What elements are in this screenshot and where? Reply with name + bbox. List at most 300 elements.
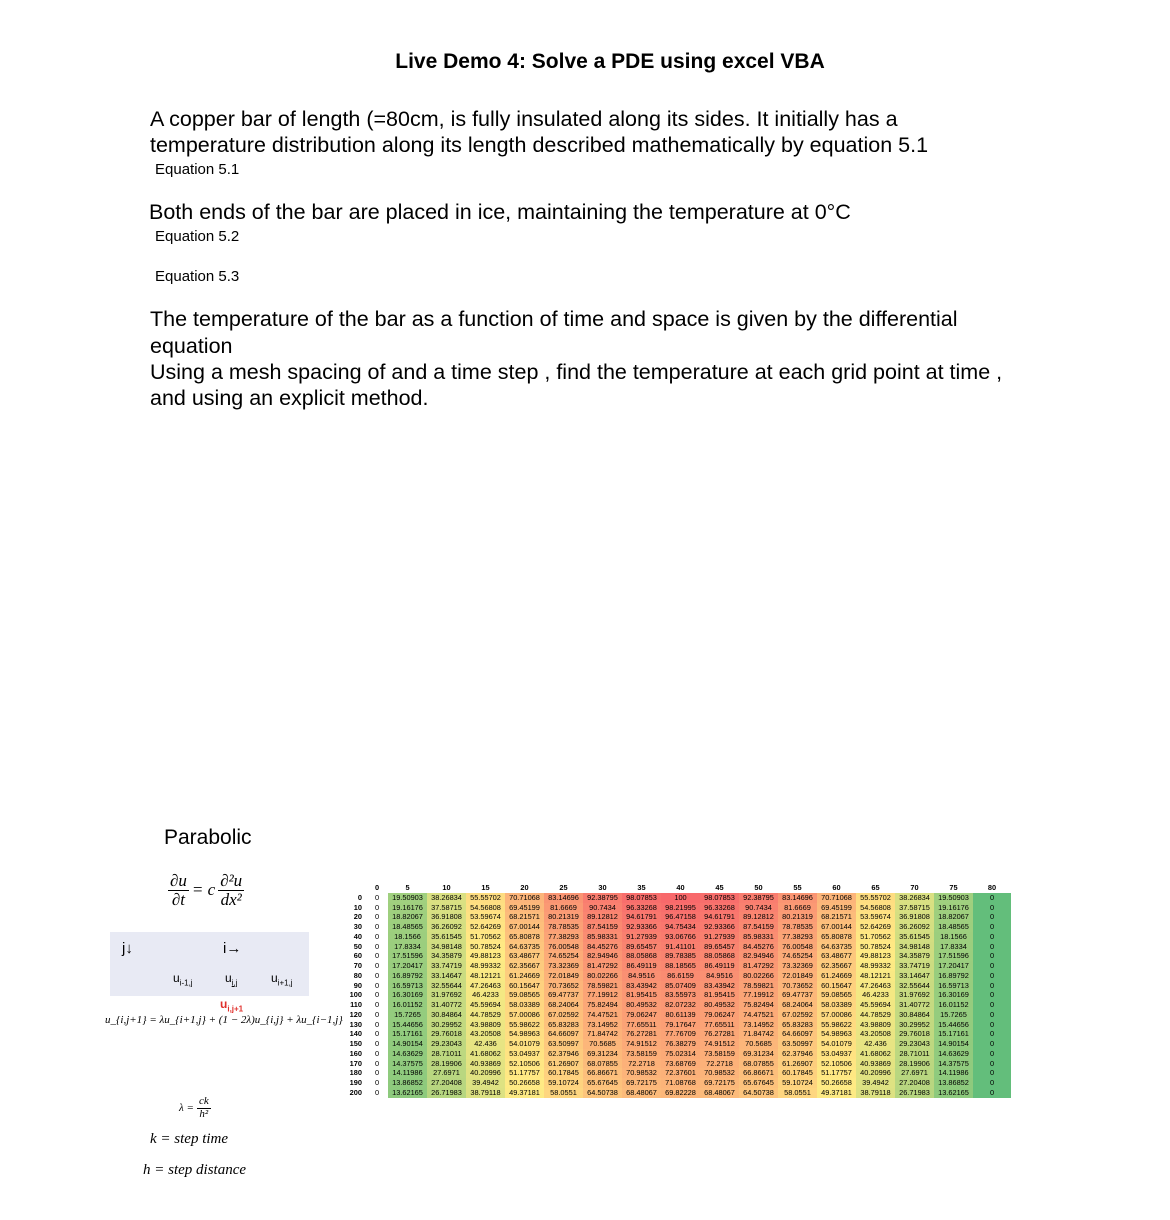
grid-cell: 69.72175 <box>700 1078 739 1088</box>
grid-cell: 61.24669 <box>505 971 544 981</box>
grid-cell: 44.78529 <box>856 1010 895 1020</box>
grid-cell: 0 <box>366 1020 388 1030</box>
grid-cell: 19.16176 <box>388 903 427 913</box>
grid-cell: 66.86671 <box>583 1068 622 1078</box>
row-header: 120 <box>349 1009 362 1019</box>
grid-cell: 0 <box>366 1078 388 1088</box>
grid-cell: 0 <box>366 1088 388 1098</box>
grid-cell: 0 <box>973 903 1011 913</box>
grid-cell: 0 <box>973 971 1011 981</box>
grid-cell: 29.76018 <box>895 1029 934 1039</box>
grid-cell: 90.7434 <box>739 903 778 913</box>
grid-cell: 15.7265 <box>388 1010 427 1020</box>
stencil-u-next: $u_{i,j+1}$ <box>220 997 244 1014</box>
grid-cell: 19.16176 <box>934 903 973 913</box>
grid-cell: 0 <box>366 1000 388 1010</box>
grid-cell: 64.66097 <box>778 1029 817 1039</box>
grid-cell: 37.58715 <box>427 903 466 913</box>
grid-cell: 49.37181 <box>505 1088 544 1098</box>
grid-cell: 14.37575 <box>934 1059 973 1069</box>
grid-cell: 60.15647 <box>505 981 544 991</box>
grid-cell: 0 <box>973 981 1011 991</box>
grid-cell: 80.49532 <box>700 1000 739 1010</box>
grid-cell: 29.76018 <box>427 1029 466 1039</box>
stencil-u-right: $u_{i+1,j}$ <box>271 971 293 988</box>
row-header: 0 <box>357 892 362 902</box>
grid-cell: 60.15647 <box>817 981 856 991</box>
column-header: 0 <box>374 883 380 892</box>
grid-cell: 40.20996 <box>466 1068 505 1078</box>
grid-cell: 43.20508 <box>856 1029 895 1039</box>
grid-cell: 72.01849 <box>544 971 583 981</box>
grid-cell: 0 <box>366 922 388 932</box>
grid-cell: 17.20417 <box>388 961 427 971</box>
grid-cell: 72.2718 <box>700 1059 739 1069</box>
grid-cell: 28.19906 <box>895 1059 934 1069</box>
grid-cell: 50.78524 <box>856 942 895 952</box>
grid-cell: 68.24064 <box>544 1000 583 1010</box>
grid-cell: 55.55702 <box>856 893 895 903</box>
grid-cell: 62.35667 <box>817 961 856 971</box>
grid-cell: 18.82067 <box>934 912 973 922</box>
grid-cell: 50.26658 <box>817 1078 856 1088</box>
stencil-u-center: $u_{i,j}$ <box>225 971 238 988</box>
grid-cell: 19.50903 <box>388 893 427 903</box>
grid-cell: 78.59821 <box>739 981 778 991</box>
grid-cell: 100 <box>661 893 700 903</box>
table-row <box>326 1000 1011 1010</box>
grid-cell: 49.88123 <box>466 951 505 961</box>
grid-cell: 87.54159 <box>739 922 778 932</box>
grid-cell: 53.59674 <box>856 912 895 922</box>
grid-cell: 19.50903 <box>934 893 973 903</box>
grid-cell: 92.93366 <box>622 922 661 932</box>
grid-cell: 75.82494 <box>583 1000 622 1010</box>
grid-cell: 30.84864 <box>895 1010 934 1020</box>
row-header: 90 <box>353 980 362 990</box>
grid-cell: 34.35879 <box>427 951 466 961</box>
grid-cell: 70.98532 <box>700 1068 739 1078</box>
grid-cell: 74.65254 <box>778 951 817 961</box>
grid-cell: 58.03389 <box>505 1000 544 1010</box>
grid-cell: 46.4233 <box>466 990 505 1000</box>
grid-cell: 65.67645 <box>583 1078 622 1088</box>
row-header: 40 <box>353 931 362 941</box>
grid-cell: 0 <box>973 1010 1011 1020</box>
row-header: 70 <box>353 961 362 970</box>
grid-cell: 27.20408 <box>427 1078 466 1088</box>
grid-cell: 14.11986 <box>934 1068 973 1078</box>
column-header: 40 <box>676 883 685 892</box>
grid-cell: 16.01152 <box>934 1000 973 1010</box>
grid-cell: 74.91512 <box>700 1039 739 1049</box>
table-row <box>326 971 1011 981</box>
grid-cell: 32.55644 <box>895 981 934 991</box>
grid-cell: 39.4942 <box>856 1078 895 1088</box>
grid-cell: 0 <box>973 942 1011 952</box>
row-header: 80 <box>353 970 362 980</box>
grid-cell: 16.89792 <box>934 971 973 981</box>
grid-cell: 0 <box>366 981 388 991</box>
grid-cell: 0 <box>973 1049 1011 1059</box>
row-header: 140 <box>349 1029 362 1039</box>
grid-cell: 85.07409 <box>661 981 700 991</box>
table-row <box>326 932 1011 942</box>
grid-cell: 52.10506 <box>505 1059 544 1069</box>
row-header: 130 <box>349 1019 362 1029</box>
grid-cell: 47.26463 <box>856 981 895 991</box>
grid-cell: 74.91512 <box>622 1039 661 1049</box>
table-row <box>326 922 1011 932</box>
grid-cell: 0 <box>973 1068 1011 1078</box>
grid-cell: 0 <box>366 893 388 903</box>
grid-cell: 80.02266 <box>739 971 778 981</box>
grid-cell: 83.55973 <box>661 990 700 1000</box>
grid-cell: 38.26834 <box>895 893 934 903</box>
grid-cell: 59.08565 <box>505 990 544 1000</box>
grid-cell: 0 <box>366 990 388 1000</box>
grid-cell: 35.61545 <box>895 932 934 942</box>
grid-cell: 27.20408 <box>895 1078 934 1088</box>
table-row <box>326 1078 1011 1088</box>
grid-header-row <box>326 883 1011 893</box>
grid-cell: 89.12812 <box>739 912 778 922</box>
grid-cell: 81.47292 <box>583 961 622 971</box>
grid-cell: 83.43942 <box>622 981 661 991</box>
grid-cell: 70.71068 <box>817 893 856 903</box>
grid-cell: 84.45276 <box>739 942 778 952</box>
column-header: 50 <box>754 883 763 892</box>
grid-cell: 64.66097 <box>544 1029 583 1039</box>
column-header: 10 <box>442 883 451 892</box>
problem-line-2: temperature distribution along its length described mathematically by equation 5.1 <box>150 133 929 157</box>
grid-cell: 79.06247 <box>622 1010 661 1020</box>
grid-cell: 0 <box>973 912 1011 922</box>
grid-cell: 69.31234 <box>583 1049 622 1059</box>
grid-cell: 94.75434 <box>661 922 700 932</box>
column-header: 25 <box>559 883 568 892</box>
grid-cell: 80.02266 <box>583 971 622 981</box>
grid-cell: 89.65457 <box>622 942 661 952</box>
grid-cell: 47.26463 <box>466 981 505 991</box>
grid-cell: 41.68062 <box>856 1049 895 1059</box>
grid-cell: 14.90154 <box>934 1039 973 1049</box>
grid-cell: 82.94946 <box>739 951 778 961</box>
grid-cell: 0 <box>366 903 388 913</box>
grid-cell: 28.19906 <box>427 1059 466 1069</box>
grid-cell: 26.71983 <box>895 1088 934 1098</box>
grid-cell: 42.436 <box>856 1039 895 1049</box>
column-header: 30 <box>598 883 607 892</box>
table-row <box>326 1039 1011 1049</box>
grid-cell: 78.59821 <box>583 981 622 991</box>
grid-cell: 75.82494 <box>739 1000 778 1010</box>
j-arrow-label: j↓ <box>122 940 133 957</box>
problem-line-6: Using a mesh spacing of and a time step , find the temperature at each grid point at time , <box>150 360 1003 384</box>
problem-line-4: The temperature of the bar as a function of time and space is given by the differential <box>150 307 958 331</box>
equation-5-1-label: Equation 5.1 <box>155 161 240 178</box>
grid-cell: 0 <box>366 932 388 942</box>
grid-cell: 85.98331 <box>739 932 778 942</box>
grid-cell: 68.21571 <box>505 912 544 922</box>
table-row <box>326 903 1011 913</box>
grid-cell: 0 <box>973 1029 1011 1039</box>
grid-cell: 84.45276 <box>583 942 622 952</box>
grid-cell: 30.29952 <box>427 1020 466 1030</box>
grid-cell: 83.43942 <box>700 981 739 991</box>
grid-cell: 0 <box>973 1078 1011 1088</box>
grid-cell: 27.6971 <box>895 1068 934 1078</box>
column-header: 45 <box>715 883 724 892</box>
grid-cell: 18.1566 <box>388 932 427 942</box>
grid-cell: 80.49532 <box>622 1000 661 1010</box>
table-row <box>326 1059 1011 1069</box>
grid-cell: 62.37946 <box>544 1049 583 1059</box>
grid-cell: 68.21571 <box>817 912 856 922</box>
grid-cell: 15.17161 <box>388 1029 427 1039</box>
grid-cell: 45.59694 <box>856 1000 895 1010</box>
grid-cell: 54.98963 <box>505 1029 544 1039</box>
grid-cell: 96.33268 <box>700 903 739 913</box>
explicit-scheme-equation: u_{i,j+1} = λu_{i+1,j} + (1 − 2λ)u_{i,j} + λu_{i−1,j} <box>105 1014 343 1026</box>
grid-cell: 17.51596 <box>934 951 973 961</box>
row-header: 10 <box>353 902 362 912</box>
grid-cell: 26.71983 <box>427 1088 466 1098</box>
problem-line-7: and using an explicit method. <box>150 386 429 410</box>
grid-cell: 13.62165 <box>934 1088 973 1098</box>
grid-cell: 73.32369 <box>544 961 583 971</box>
grid-cell: 13.62165 <box>388 1088 427 1098</box>
grid-cell: 28.71011 <box>895 1049 934 1059</box>
grid-cell: 0 <box>973 893 1011 903</box>
grid-cell: 89.78385 <box>661 951 700 961</box>
grid-cell: 73.14952 <box>739 1020 778 1030</box>
heat-equation: $\frac{\partial u}{\partial t}$ = c $\frac{\text{∂²u}}{\text{dx²}}$ <box>170 871 243 909</box>
grid-cell: 51.17757 <box>505 1068 544 1078</box>
grid-cell: 38.79118 <box>466 1088 505 1098</box>
grid-cell: 81.6669 <box>778 903 817 913</box>
grid-cell: 58.03389 <box>817 1000 856 1010</box>
grid-cell: 54.01079 <box>505 1039 544 1049</box>
row-header: 60 <box>353 951 362 961</box>
grid-cell: 78.78535 <box>778 922 817 932</box>
grid-cell: 18.82067 <box>388 912 427 922</box>
grid-cell: 0 <box>366 942 388 952</box>
grid-cell: 50.78524 <box>466 942 505 952</box>
grid-cell: 0 <box>973 1020 1011 1030</box>
grid-cell: 89.65457 <box>700 942 739 952</box>
grid-cell: 36.91808 <box>427 912 466 922</box>
grid-cell: 0 <box>366 1068 388 1078</box>
grid-cell: 45.59694 <box>466 1000 505 1010</box>
grid-cell: 63.48677 <box>505 951 544 961</box>
grid-cell: 0 <box>973 951 1011 961</box>
grid-cell: 0 <box>366 1039 388 1049</box>
grid-cell: 98.21995 <box>661 903 700 913</box>
grid-cell: 43.98809 <box>856 1020 895 1030</box>
grid-cell: 31.40772 <box>427 1000 466 1010</box>
grid-cell: 70.73652 <box>544 981 583 991</box>
grid-cell: 51.17757 <box>817 1068 856 1078</box>
grid-cell: 98.07853 <box>622 893 661 903</box>
grid-cell: 64.50738 <box>583 1088 622 1098</box>
grid-cell: 91.27939 <box>700 932 739 942</box>
k-definition: k = step time <box>150 1131 229 1147</box>
grid-cell: 91.41101 <box>661 942 700 952</box>
grid-cell: 89.12812 <box>583 912 622 922</box>
grid-cell: 92.38795 <box>739 893 778 903</box>
grid-cell: 76.38279 <box>661 1039 700 1049</box>
grid-cell: 36.91808 <box>895 912 934 922</box>
grid-cell: 70.71068 <box>505 893 544 903</box>
column-header: 80 <box>987 883 997 892</box>
grid-cell: 0 <box>366 912 388 922</box>
grid-cell: 41.68062 <box>466 1049 505 1059</box>
grid-cell: 69.47737 <box>544 990 583 1000</box>
grid-cell: 17.8334 <box>934 942 973 952</box>
grid-cell: 54.98963 <box>817 1029 856 1039</box>
grid-cell: 33.14647 <box>427 971 466 981</box>
grid-cell: 51.70562 <box>856 932 895 942</box>
grid-cell: 0 <box>366 961 388 971</box>
grid-cell: 65.83283 <box>778 1020 817 1030</box>
grid-cell: 32.55644 <box>427 981 466 991</box>
grid-cell: 76.00548 <box>544 942 583 952</box>
grid-cell: 74.47521 <box>739 1010 778 1020</box>
grid-cell: 52.64269 <box>466 922 505 932</box>
grid-cell: 46.4233 <box>856 990 895 1000</box>
grid-cell: 14.11986 <box>388 1068 427 1078</box>
grid-cell: 50.26658 <box>505 1078 544 1088</box>
grid-cell: 87.54159 <box>583 922 622 932</box>
grid-cell: 73.58159 <box>622 1049 661 1059</box>
grid-cell: 53.59674 <box>466 912 505 922</box>
row-header: 170 <box>349 1058 362 1068</box>
grid-cell: 49.37181 <box>817 1088 856 1098</box>
grid-cell: 79.06247 <box>700 1010 739 1020</box>
table-row <box>326 1088 1011 1098</box>
grid-cell: 71.84742 <box>739 1029 778 1039</box>
grid-cell: 0 <box>973 1039 1011 1049</box>
grid-cell: 65.80878 <box>505 932 544 942</box>
grid-cell: 0 <box>973 1059 1011 1069</box>
grid-cell: 90.7434 <box>583 903 622 913</box>
grid-cell: 30.84864 <box>427 1010 466 1020</box>
grid-cell: 81.95415 <box>700 990 739 1000</box>
grid-cell: 0 <box>366 1059 388 1069</box>
grid-cell: 94.61791 <box>700 912 739 922</box>
grid-cell: 17.20417 <box>934 961 973 971</box>
row-header: 160 <box>349 1048 362 1058</box>
grid-cell: 55.98622 <box>817 1020 856 1030</box>
grid-cell: 54.56808 <box>856 903 895 913</box>
grid-cell: 0 <box>366 971 388 981</box>
grid-cell: 92.93366 <box>700 922 739 932</box>
grid-cell: 60.17845 <box>778 1068 817 1078</box>
grid-cell: 0 <box>973 961 1011 971</box>
grid-cell: 88.05868 <box>700 951 739 961</box>
grid-cell: 81.6669 <box>544 903 583 913</box>
grid-cell: 98.07853 <box>700 893 739 903</box>
grid-cell: 94.61791 <box>622 912 661 922</box>
grid-cell: 96.33268 <box>622 903 661 913</box>
grid-cell: 63.48677 <box>817 951 856 961</box>
grid-cell: 48.99332 <box>466 961 505 971</box>
grid-cell: 71.84742 <box>583 1029 622 1039</box>
grid-cell: 70.5685 <box>583 1039 622 1049</box>
grid-cell: 74.65254 <box>544 951 583 961</box>
grid-cell: 53.04937 <box>817 1049 856 1059</box>
problem-line-5: equation <box>150 334 233 358</box>
grid-cell: 43.20508 <box>466 1029 505 1039</box>
grid-cell: 67.00144 <box>505 922 544 932</box>
grid-cell: 0 <box>366 1010 388 1020</box>
grid-cell: 88.05868 <box>622 951 661 961</box>
grid-cell: 36.26092 <box>895 922 934 932</box>
grid-cell: 40.93869 <box>466 1059 505 1069</box>
grid-cell: 51.70562 <box>466 932 505 942</box>
grid-cell: 85.98331 <box>583 932 622 942</box>
grid-cell: 78.78535 <box>544 922 583 932</box>
grid-cell: 18.48565 <box>934 922 973 932</box>
row-header: 50 <box>353 941 362 951</box>
grid-cell: 86.6159 <box>661 971 700 981</box>
grid-cell: 54.01079 <box>817 1039 856 1049</box>
grid-cell: 64.50738 <box>739 1088 778 1098</box>
i-arrow-label: i→ <box>223 940 242 957</box>
grid-cell: 31.97692 <box>895 990 934 1000</box>
grid-cell: 69.82228 <box>661 1088 700 1098</box>
table-row <box>326 961 1011 971</box>
table-row <box>326 990 1011 1000</box>
column-header: 75 <box>949 883 958 892</box>
grid-cell: 70.98532 <box>622 1068 661 1078</box>
problem-line-1: A copper bar of length (=80cm, is fully insulated along its sides. It initially has a <box>150 107 898 131</box>
grid-cell: 63.50997 <box>544 1039 583 1049</box>
grid-cell: 60.17845 <box>544 1068 583 1078</box>
grid-cell: 40.93869 <box>856 1059 895 1069</box>
grid-cell: 67.00144 <box>817 922 856 932</box>
grid-cell: 73.32369 <box>778 961 817 971</box>
grid-cell: 76.27281 <box>622 1029 661 1039</box>
parabolic-heading: Parabolic <box>164 826 252 849</box>
grid-cell: 77.76709 <box>661 1029 700 1039</box>
column-header: 65 <box>871 883 880 892</box>
grid-cell: 13.86852 <box>934 1078 973 1088</box>
grid-cell: 65.67645 <box>739 1078 778 1088</box>
table-row <box>326 1029 1011 1039</box>
grid-cell: 0 <box>973 990 1011 1000</box>
grid-cell: 14.37575 <box>388 1059 427 1069</box>
grid-cell: 34.98148 <box>895 942 934 952</box>
grid-cell: 84.9516 <box>622 971 661 981</box>
grid-cell: 53.04937 <box>505 1049 544 1059</box>
table-row <box>326 1068 1011 1078</box>
table-row <box>326 1049 1011 1059</box>
grid-cell: 33.74719 <box>427 961 466 971</box>
column-header: 20 <box>520 883 529 892</box>
h-definition: h = step distance <box>143 1162 247 1178</box>
table-row <box>326 1020 1011 1030</box>
table-row <box>326 912 1011 922</box>
grid-cell: 71.08768 <box>661 1078 700 1088</box>
grid-cell: 0 <box>366 1029 388 1039</box>
grid-cell: 34.98148 <box>427 942 466 952</box>
grid-cell: 92.38795 <box>583 893 622 903</box>
grid-cell: 59.10724 <box>544 1078 583 1088</box>
grid-cell: 34.35879 <box>895 951 934 961</box>
grid-cell: 61.26907 <box>544 1059 583 1069</box>
